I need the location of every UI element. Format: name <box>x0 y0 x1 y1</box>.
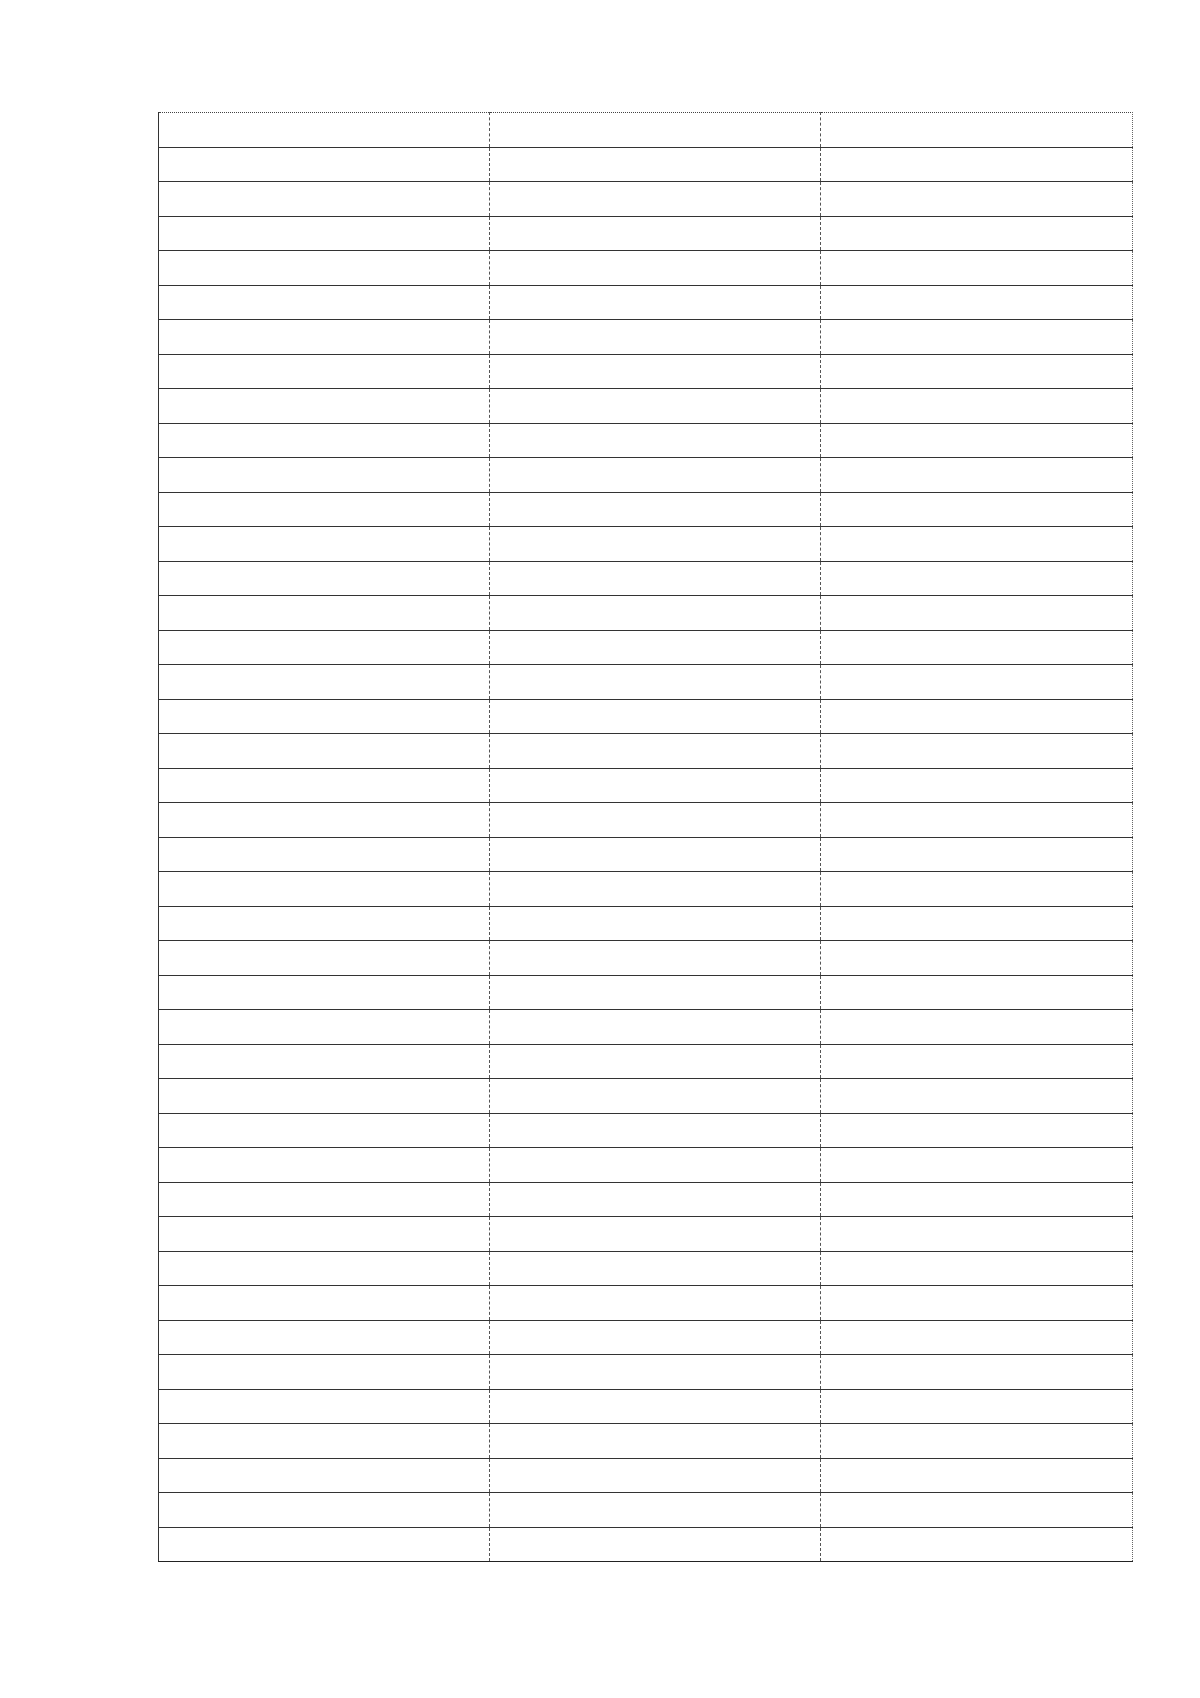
table-row <box>159 837 1133 872</box>
table-row <box>159 147 1133 182</box>
x-coordinate-cell <box>490 251 821 286</box>
y-coordinate-cell <box>821 1079 1133 1114</box>
x-coordinate-cell <box>490 1010 821 1045</box>
point-number-cell <box>159 182 490 217</box>
point-number-cell <box>159 906 490 941</box>
x-coordinate-cell <box>490 1389 821 1424</box>
table-row <box>159 1079 1133 1114</box>
y-coordinate-cell <box>821 630 1133 665</box>
point-number-cell <box>159 1493 490 1528</box>
point-number-cell <box>159 630 490 665</box>
y-coordinate-cell <box>821 1424 1133 1459</box>
point-number-cell <box>159 872 490 907</box>
y-coordinate-cell <box>821 596 1133 631</box>
point-number-cell <box>159 1113 490 1148</box>
x-coordinate-cell <box>490 1493 821 1528</box>
point-number-cell <box>159 1389 490 1424</box>
point-number-cell <box>159 1320 490 1355</box>
point-number-cell <box>159 216 490 251</box>
table-row <box>159 768 1133 803</box>
x-coordinate-cell <box>490 1182 821 1217</box>
table-row <box>159 182 1133 217</box>
y-coordinate-cell <box>821 1010 1133 1045</box>
x-coordinate-cell <box>490 734 821 769</box>
coordinates-table-body <box>159 113 1133 1562</box>
x-coordinate-cell <box>490 665 821 700</box>
x-coordinate-cell <box>490 527 821 562</box>
y-coordinate-cell <box>821 1355 1133 1390</box>
y-coordinate-cell <box>821 147 1133 182</box>
table-row <box>159 906 1133 941</box>
x-coordinate-cell <box>490 596 821 631</box>
point-number-cell <box>159 1010 490 1045</box>
x-coordinate-cell <box>490 182 821 217</box>
x-coordinate-cell <box>490 906 821 941</box>
y-coordinate-cell <box>821 492 1133 527</box>
point-number-cell <box>159 389 490 424</box>
point-number-cell <box>159 354 490 389</box>
point-number-cell <box>159 734 490 769</box>
y-coordinate-cell <box>821 561 1133 596</box>
point-number-cell <box>159 837 490 872</box>
table-row <box>159 354 1133 389</box>
table-row <box>159 803 1133 838</box>
point-number-cell <box>159 423 490 458</box>
x-coordinate-cell <box>490 1079 821 1114</box>
table-row <box>159 734 1133 769</box>
table-row <box>159 1113 1133 1148</box>
point-number-cell <box>159 492 490 527</box>
point-number-cell <box>159 768 490 803</box>
table-row <box>159 665 1133 700</box>
table-row <box>159 1182 1133 1217</box>
table-row <box>159 1527 1133 1562</box>
y-coordinate-cell <box>821 1217 1133 1252</box>
x-coordinate-cell <box>490 768 821 803</box>
table-row <box>159 389 1133 424</box>
point-number-cell <box>159 1424 490 1459</box>
y-coordinate-cell <box>821 1320 1133 1355</box>
y-coordinate-cell <box>821 837 1133 872</box>
y-coordinate-cell <box>821 941 1133 976</box>
point-number-cell <box>159 1286 490 1321</box>
point-number-cell <box>159 1527 490 1562</box>
point-number-cell <box>159 561 490 596</box>
x-coordinate-cell <box>490 699 821 734</box>
y-coordinate-cell <box>821 1182 1133 1217</box>
point-number-cell <box>159 251 490 286</box>
y-coordinate-cell <box>821 699 1133 734</box>
point-number-cell <box>159 941 490 976</box>
y-coordinate-cell <box>821 734 1133 769</box>
y-coordinate-cell <box>821 872 1133 907</box>
x-coordinate-cell <box>490 975 821 1010</box>
point-number-cell <box>159 1251 490 1286</box>
table-row <box>159 113 1133 148</box>
y-coordinate-cell <box>821 354 1133 389</box>
y-coordinate-cell <box>821 1458 1133 1493</box>
table-row <box>159 251 1133 286</box>
y-coordinate-cell <box>821 216 1133 251</box>
point-number-cell <box>159 527 490 562</box>
table-row <box>159 1217 1133 1252</box>
y-coordinate-cell <box>821 182 1133 217</box>
y-coordinate-cell <box>821 665 1133 700</box>
point-number-cell <box>159 458 490 493</box>
point-number-cell <box>159 285 490 320</box>
point-number-cell <box>159 1355 490 1390</box>
y-coordinate-cell <box>821 1113 1133 1148</box>
table-row <box>159 561 1133 596</box>
x-coordinate-cell <box>490 1527 821 1562</box>
x-coordinate-cell <box>490 113 821 148</box>
x-coordinate-cell <box>490 1320 821 1355</box>
point-number-cell <box>159 1217 490 1252</box>
table-row <box>159 975 1133 1010</box>
y-coordinate-cell <box>821 527 1133 562</box>
x-coordinate-cell <box>490 1148 821 1183</box>
table-row <box>159 423 1133 458</box>
y-coordinate-cell <box>821 251 1133 286</box>
point-number-cell <box>159 803 490 838</box>
x-coordinate-cell <box>490 872 821 907</box>
x-coordinate-cell <box>490 941 821 976</box>
x-coordinate-cell <box>490 1355 821 1390</box>
coordinates-table <box>158 112 1133 1562</box>
point-number-cell <box>159 320 490 355</box>
y-coordinate-cell <box>821 1044 1133 1079</box>
point-number-cell <box>159 699 490 734</box>
table-row <box>159 1493 1133 1528</box>
x-coordinate-cell <box>490 320 821 355</box>
point-number-cell <box>159 975 490 1010</box>
point-number-cell <box>159 596 490 631</box>
table-row <box>159 1320 1133 1355</box>
table-row <box>159 1010 1133 1045</box>
table-row <box>159 1148 1133 1183</box>
x-coordinate-cell <box>490 1424 821 1459</box>
x-coordinate-cell <box>490 1113 821 1148</box>
x-coordinate-cell <box>490 423 821 458</box>
x-coordinate-cell <box>490 492 821 527</box>
x-coordinate-cell <box>490 803 821 838</box>
x-coordinate-cell <box>490 837 821 872</box>
y-coordinate-cell <box>821 1389 1133 1424</box>
x-coordinate-cell <box>490 561 821 596</box>
table-row <box>159 458 1133 493</box>
x-coordinate-cell <box>490 1044 821 1079</box>
table-row <box>159 1389 1133 1424</box>
y-coordinate-cell <box>821 285 1133 320</box>
y-coordinate-cell <box>821 113 1133 148</box>
x-coordinate-cell <box>490 1286 821 1321</box>
y-coordinate-cell <box>821 1527 1133 1562</box>
x-coordinate-cell <box>490 285 821 320</box>
y-coordinate-cell <box>821 975 1133 1010</box>
table-row <box>159 1458 1133 1493</box>
point-number-cell <box>159 1182 490 1217</box>
x-coordinate-cell <box>490 216 821 251</box>
table-row <box>159 699 1133 734</box>
x-coordinate-cell <box>490 1217 821 1252</box>
point-number-cell <box>159 665 490 700</box>
table-row <box>159 285 1133 320</box>
table-row <box>159 872 1133 907</box>
y-coordinate-cell <box>821 320 1133 355</box>
point-number-cell <box>159 1079 490 1114</box>
y-coordinate-cell <box>821 1251 1133 1286</box>
table-row <box>159 1424 1133 1459</box>
y-coordinate-cell <box>821 768 1133 803</box>
y-coordinate-cell <box>821 1148 1133 1183</box>
y-coordinate-cell <box>821 803 1133 838</box>
point-number-cell <box>159 1148 490 1183</box>
table-row <box>159 216 1133 251</box>
point-number-cell <box>159 113 490 148</box>
x-coordinate-cell <box>490 354 821 389</box>
x-coordinate-cell <box>490 1458 821 1493</box>
y-coordinate-cell <box>821 458 1133 493</box>
y-coordinate-cell <box>821 423 1133 458</box>
x-coordinate-cell <box>490 1251 821 1286</box>
y-coordinate-cell <box>821 906 1133 941</box>
table-row <box>159 1251 1133 1286</box>
point-number-cell <box>159 1458 490 1493</box>
table-row <box>159 596 1133 631</box>
table-row <box>159 941 1133 976</box>
point-number-cell <box>159 1044 490 1079</box>
y-coordinate-cell <box>821 1493 1133 1528</box>
table-row <box>159 1044 1133 1079</box>
table-row <box>159 492 1133 527</box>
table-row <box>159 527 1133 562</box>
point-number-cell <box>159 147 490 182</box>
y-coordinate-cell <box>821 389 1133 424</box>
x-coordinate-cell <box>490 458 821 493</box>
y-coordinate-cell <box>821 1286 1133 1321</box>
table-row <box>159 320 1133 355</box>
table-row <box>159 1355 1133 1390</box>
x-coordinate-cell <box>490 630 821 665</box>
table-row <box>159 630 1133 665</box>
table-row <box>159 1286 1133 1321</box>
x-coordinate-cell <box>490 147 821 182</box>
x-coordinate-cell <box>490 389 821 424</box>
